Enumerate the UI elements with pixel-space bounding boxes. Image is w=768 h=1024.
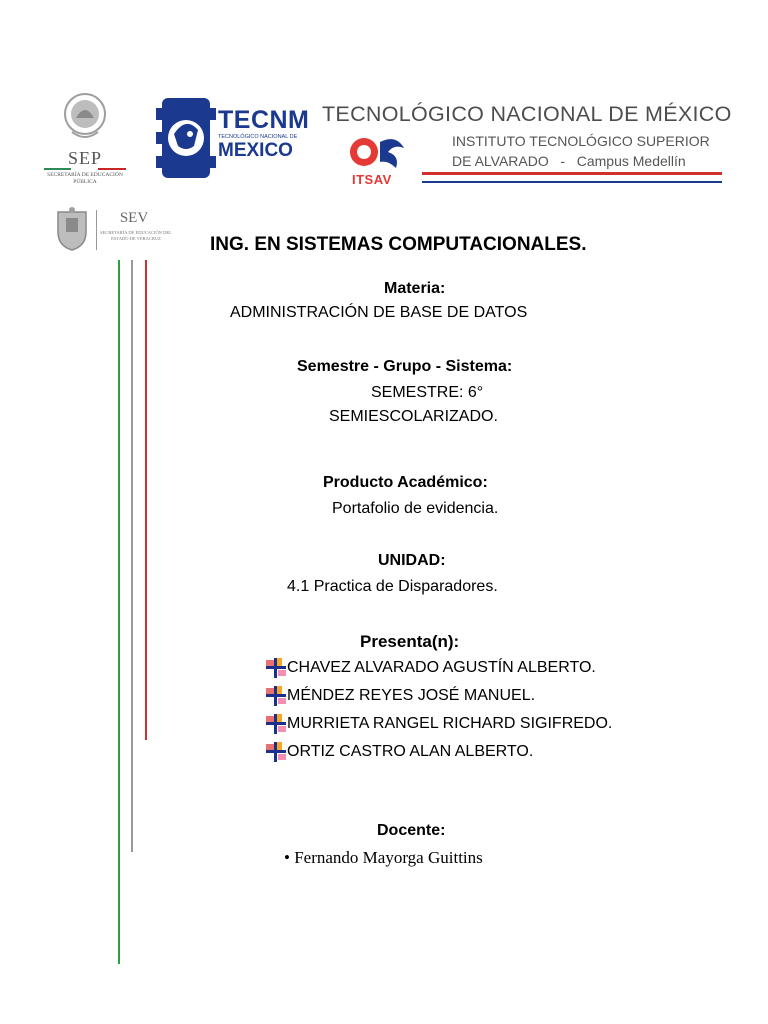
list-item <box>266 658 596 678</box>
sep-logo-text: SEP <box>67 148 103 168</box>
tecnm-small-text: TECNOLÓGICO NACIONAL DE <box>218 134 298 140</box>
member-name: CHAVEZ ALVARADO AGUSTÍN ALBERTO. <box>287 659 596 676</box>
header-rule-red <box>422 172 722 175</box>
sev-logo-text: SEV <box>119 210 149 226</box>
list-item <box>266 742 533 762</box>
docente-value: • Fernando Mayorga Guittins <box>284 848 483 867</box>
career-title: ING. EN SISTEMAS COMPUTACIONALES. <box>210 234 587 255</box>
cross-bullet-icon <box>266 742 286 762</box>
semestre-label: Semestre - Grupo - Sistema: <box>297 358 513 375</box>
cross-bullet-icon <box>266 686 286 706</box>
institute-line-1: INSTITUTO TECNOLÓGICO SUPERIOR <box>452 133 710 149</box>
header-rule-blue <box>422 181 722 183</box>
sev-logo-subtitle: SECRETARÍA DE EDUCACIÓN DEL ESTADO DE VERACRUZ <box>100 230 172 241</box>
itsav-wordmark: ITSAV <box>352 172 392 187</box>
sep-color-bar <box>44 168 126 170</box>
unidad-value: 4.1 Practica de Disparadores. <box>287 578 498 595</box>
presenta-label: Presenta(n): <box>360 632 460 651</box>
sistema-value: SEMIESCOLARIZADO. <box>329 408 498 425</box>
sev-logo <box>52 206 172 254</box>
cross-bullet-icon <box>266 658 286 678</box>
member-name: ORTIZ CASTRO ALAN ALBERTO. <box>287 743 534 760</box>
materia-label: Materia: <box>384 280 446 297</box>
member-name: MÉNDEZ REYES JOSÉ MANUEL. <box>287 687 536 704</box>
sev-divider <box>96 210 97 250</box>
docente-label: Docente: <box>377 822 446 839</box>
tecnm-mexico-text: MEXICO <box>218 140 293 161</box>
member-name: MURRIETA RANGEL RICHARD SIGIFREDO. <box>287 715 613 732</box>
institution-title: TECNOLÓGICO NACIONAL DE MÉXICO <box>322 102 732 126</box>
semestre-value: SEMESTRE: 6° <box>371 384 484 401</box>
cross-bullet-icon <box>266 714 286 734</box>
unidad-label: UNIDAD: <box>378 552 446 569</box>
sep-logo-subtitle: SECRETARÍA DE EDUCACIÓN PÚBLICA <box>47 172 123 185</box>
tecnm-logo <box>156 94 310 182</box>
decorative-line-red <box>145 260 147 740</box>
list-item <box>266 686 535 706</box>
veracruz-coat-of-arms-icon <box>52 206 92 252</box>
list-item <box>266 714 612 734</box>
tecnm-gear-icon <box>156 94 216 182</box>
mexico-coat-of-arms-icon <box>62 88 108 146</box>
decorative-line-gray <box>131 260 133 852</box>
tecnm-wordmark: TECNM <box>218 106 310 134</box>
producto-value: Portafolio de evidencia. <box>332 500 499 517</box>
materia-value: ADMINISTRACIÓN DE BASE DE DATOS <box>230 304 528 321</box>
decorative-line-green <box>118 260 120 964</box>
sep-logo <box>40 88 130 192</box>
institute-line-2: DE ALVARADO - Campus Medellín <box>452 153 686 169</box>
producto-label: Producto Académico: <box>323 474 488 491</box>
